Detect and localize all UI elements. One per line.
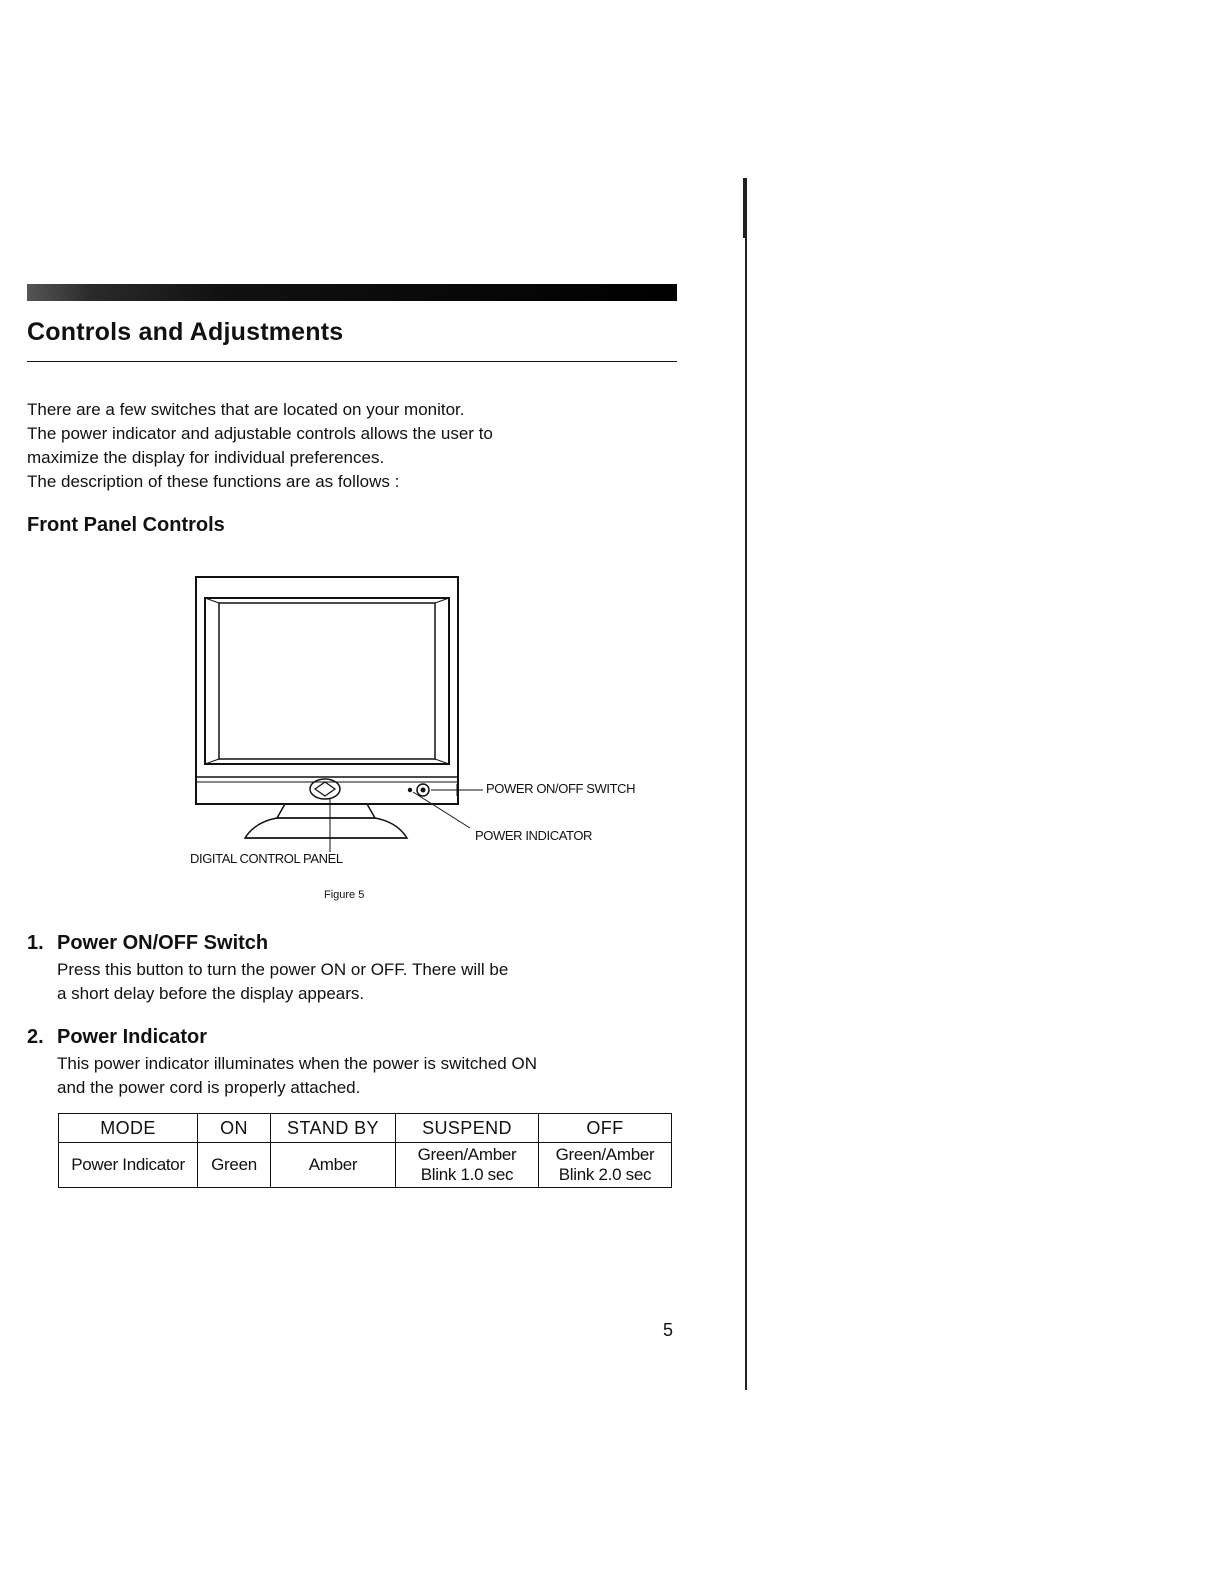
- item-number: 2.: [27, 1026, 44, 1048]
- power-indicator-led: [408, 788, 412, 792]
- table-cell: [539, 1143, 672, 1188]
- page-number: 5: [663, 1320, 674, 1340]
- intro-line: maximize the display for individual preferences.: [27, 448, 385, 467]
- table-cell: [396, 1143, 539, 1188]
- item-body-power-switch: [57, 958, 657, 1006]
- cell-line: Blink 1.0 sec: [420, 1165, 514, 1184]
- cell-line: Green/Amber: [417, 1145, 517, 1164]
- page-title: Controls and Adjustments: [27, 318, 344, 346]
- table-cell: Green: [198, 1143, 271, 1188]
- item-line: Press this button to turn the power ON or OFF. There will be: [57, 960, 509, 979]
- item-heading-power-indicator: [27, 1026, 207, 1049]
- figure-caption: Figure 5: [324, 889, 365, 901]
- digital-control-pad: [310, 779, 340, 799]
- item-line: and the power cord is properly attached.: [57, 1078, 361, 1097]
- power-mode-table: [58, 1113, 672, 1188]
- item-line: a short delay before the display appears.: [57, 984, 365, 1003]
- monitor-bezel: [196, 577, 458, 804]
- header-cell: STAND BY: [271, 1114, 396, 1143]
- screen-display: [219, 603, 435, 759]
- header-cell: ON: [198, 1114, 271, 1143]
- cell-line: Green/Amber: [555, 1145, 655, 1164]
- callout-power-switch: POWER ON/OFF SWITCH: [486, 781, 636, 796]
- table-header-row: [59, 1114, 672, 1143]
- title-divider: [27, 361, 677, 362]
- header-cell: MODE: [59, 1114, 198, 1143]
- item-title: Power Indicator: [57, 1026, 208, 1048]
- item-number: 1.: [27, 932, 44, 954]
- header-cell: OFF: [539, 1114, 672, 1143]
- table-row: [59, 1143, 672, 1188]
- intro-paragraph: [27, 398, 627, 494]
- section-header-bar: [27, 284, 677, 301]
- screen-frame: [205, 598, 449, 764]
- callout-power-indicator: POWER INDICATOR: [475, 828, 593, 843]
- table-cell: Power Indicator: [59, 1143, 198, 1188]
- callout-digital-control-panel: DIGITAL CONTROL PANEL: [190, 851, 343, 866]
- intro-line: There are a few switches that are located on your monitor.: [27, 400, 465, 419]
- item-line: This power indicator illuminates when the power is switched ON: [57, 1054, 537, 1073]
- item-title: Power ON/OFF Switch: [57, 932, 269, 954]
- table-cell: Amber: [271, 1143, 396, 1188]
- cell-line: Blink 2.0 sec: [558, 1165, 652, 1184]
- header-cell: SUSPEND: [396, 1114, 539, 1143]
- item-body-power-indicator: [57, 1052, 657, 1100]
- intro-line: The power indicator and adjustable controls allows the user to: [27, 424, 493, 443]
- intro-line: The description of these functions are as follows :: [27, 472, 400, 491]
- monitor-stand-neck: [277, 804, 375, 818]
- front-panel-heading: Front Panel Controls: [27, 514, 225, 536]
- item-heading-power-switch: [27, 932, 268, 955]
- monitor-stand-base: [245, 818, 407, 838]
- binding-edge-line: [745, 178, 747, 1390]
- monitor-figure: [185, 570, 655, 910]
- power-switch: [417, 784, 429, 796]
